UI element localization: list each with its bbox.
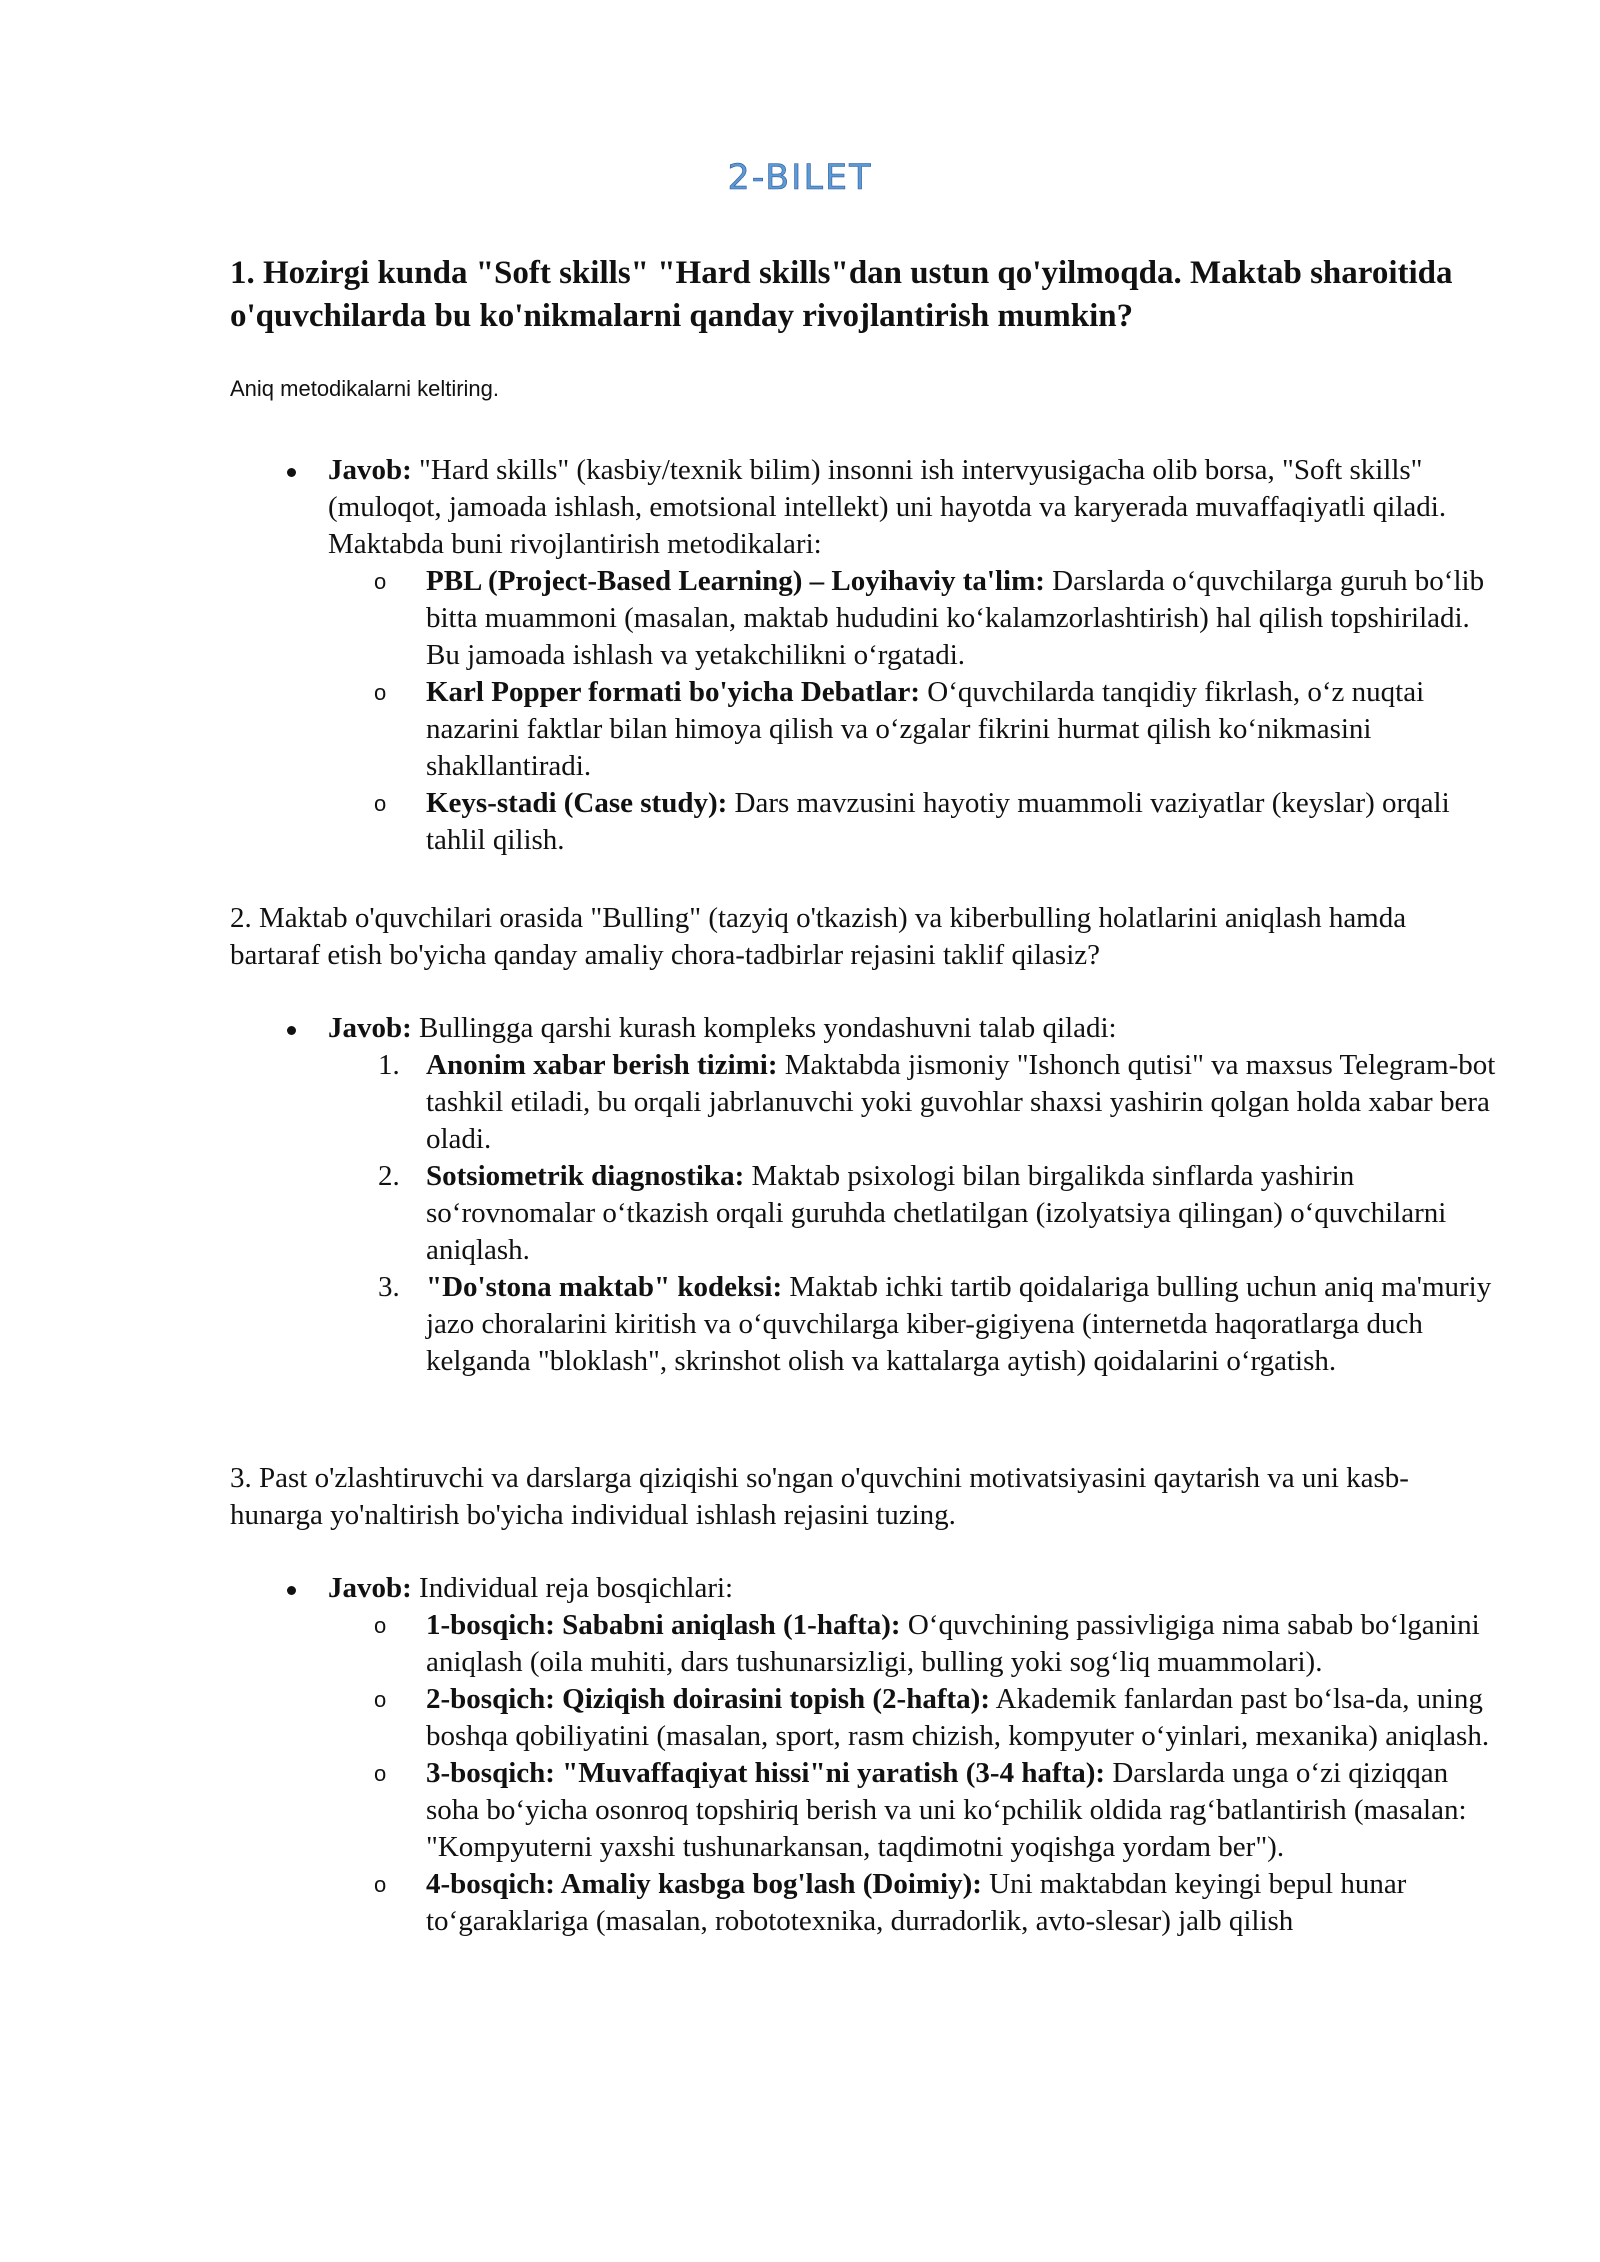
circle-bullet-icon: o <box>374 1872 387 1897</box>
circle-bullet-icon: o <box>374 680 387 705</box>
answer-text: Individual reja bosqichlari: <box>411 1572 734 1604</box>
question-3: 3. Past o'zlashtiruvchi va darslarga qiziqishi so'ngan o'quvchini motivatsiyasini qaytarish va uni kasb-hunarga yo'naltirish bo'yicha individual ishlash rejasini tuzing. <box>230 1462 1409 1531</box>
circle-bullet-icon: o <box>374 569 387 594</box>
circle-bullet-icon: o <box>374 1761 387 1786</box>
answer-1-list <box>230 563 1500 859</box>
list-item-title: "Do'stona maktab" kodeksi: <box>426 1271 783 1303</box>
answer-1-block <box>230 452 1500 859</box>
question-1-subtitle: Aniq metodikalarni keltiring. <box>230 376 500 401</box>
list-item-text: Akademik fanlardan past bo‘lsa-da, uning boshqa qobiliyatini (masalan, sport, rasm chizish, kompyuter o‘yinlari, mexanika) aniqlash. <box>426 1683 1490 1752</box>
list-item-title: 3-bosqich: "Muvaffaqiyat hissi"ni yaratish (3-4 hafta): <box>426 1757 1106 1789</box>
list-item-title: Keys-stadi (Case study): <box>426 787 728 819</box>
list-item <box>230 1047 1500 1158</box>
list-item <box>230 1866 1500 1940</box>
list-number: 2. <box>378 1160 400 1192</box>
list-item <box>230 785 1500 859</box>
circle-bullet-icon: o <box>374 791 387 816</box>
list-item <box>230 1607 1500 1681</box>
list-item-title: PBL (Project-Based Learning) – Loyihaviy ta'lim: <box>426 565 1045 597</box>
circle-bullet-icon: o <box>374 1687 387 1712</box>
list-item-title: Karl Popper formati bo'yicha Debatlar: <box>426 676 921 708</box>
answer-3-block <box>230 1570 1500 1940</box>
answer-label: Javob: <box>328 1572 412 1604</box>
circle-bullet-icon: o <box>374 1613 387 1638</box>
list-number: 3. <box>378 1271 400 1303</box>
list-item-text: Maktabda jismoniy "Ishonch qutisi" va maxsus Telegram-bot tashkil etiladi, bu orqali jabrlanuvchi yoki guvohlar shaxsi yashirin qolgan holda xabar bera oladi. <box>426 1049 1496 1155</box>
list-item-text: Maktab ichki tartib qoidalariga bulling uchun aniq ma'muriy jazo choralarini kiritish va o‘quvchilarga kiber-gigiyena (internetda haqoratlarga duch kelganda "bloklash", skrinshot olish va kattalarga aytish) qoidalarini o‘rgatish. <box>426 1271 1492 1377</box>
list-item <box>230 1269 1500 1380</box>
answer-2-block <box>230 1010 1500 1380</box>
list-item <box>230 563 1500 674</box>
bullet-icon <box>287 468 296 477</box>
answer-label: Javob: <box>328 1012 412 1044</box>
list-item-text: Uni maktabdan keyingi bepul hunar to‘garaklariga (masalan, robototexnika, durradorlik, avto-slesar) jalb qilish <box>426 1868 1407 1937</box>
answer-3-list <box>230 1607 1500 1940</box>
list-item <box>230 1681 1500 1755</box>
list-item-title: 2-bosqich: Qiziqish doirasini topish (2-hafta): <box>426 1683 990 1715</box>
list-item-title: Sotsiometrik diagnostika: <box>426 1160 745 1192</box>
list-item-text: Darslarda unga o‘zi qiziqqan soha bo‘yicha osonroq topshiriq berish va uni ko‘pchilik oldida rag‘batlantirish (masalan: "Kompyuterni yaxshi tushunarkansan, taqdimotni yoqishga yordam ber"). <box>426 1757 1467 1863</box>
list-item-title: 4-bosqich: Amaliy kasbga bog'lash (Doimiy): <box>426 1868 982 1900</box>
answer-text: Bullingga qarshi kurash kompleks yondashuvni talab qiladi: <box>411 1012 1117 1044</box>
answer-1 <box>230 452 1500 563</box>
question-2: 2. Maktab o'quvchilari orasida "Bulling" (tazyiq o'tkazish) va kiberbulling holatlarini aniqlash hamda bartaraf etish bo'yicha qanday amaliy chora-tadbirlar rejasini taklif qilasiz? <box>230 902 1407 971</box>
list-item-text: Maktab psixologi bilan birgalikda sinflarda yashirin so‘rovnomalar o‘tkazish orqali guruhda chetlatilgan (izolyatsiya qilingan) o‘quvchilarni aniqlash. <box>426 1160 1447 1266</box>
list-item-title: 1-bosqich: Sababni aniqlash (1-hafta): <box>426 1609 901 1641</box>
answer-label: Javob: <box>328 454 412 486</box>
answer-2-list <box>230 1047 1500 1380</box>
list-item <box>230 1158 1500 1269</box>
question-1: 1. Hozirgi kunda "Soft skills" "Hard skills"dan ustun qo'yilmoqda. Maktab sharoitida o'quvchilarda bu ko'nikmalarni qanday rivojlantirish mumkin? <box>230 255 1453 334</box>
answer-3 <box>230 1570 1500 1607</box>
page-title: 2-BILET <box>727 158 873 198</box>
bullet-icon <box>287 1586 296 1595</box>
list-item-text: Darslarda o‘quvchilarga guruh bo‘lib bitta muammoni (masalan, maktab hududini ko‘kalamzorlashtirish) hal qilish topshiriladi. Bu jamoada ishlash va yetakchilikni o‘rgatadi. <box>426 565 1485 671</box>
answer-2 <box>230 1010 1500 1047</box>
list-item-text: O‘quvchilarda tanqidiy fikrlash, o‘z nuqtai nazarini faktlar bilan himoya qilish va o‘zgalar fikrini hurmat qilish ko‘nikmasini shakllantiradi. <box>426 676 1425 782</box>
list-number: 1. <box>378 1049 400 1081</box>
list-item <box>230 674 1500 785</box>
bullet-icon <box>287 1026 296 1035</box>
list-item <box>230 1755 1500 1866</box>
list-item-text: O‘quvchining passivligiga nima sabab bo‘lganini aniqlash (oila muhiti, dars tushunarsizligi, bulling yoki sog‘liq muammolari). <box>426 1609 1480 1678</box>
answer-text: "Hard skills" (kasbiy/texnik bilim) insonni ish intervyusigacha olib borsa, "Soft skills" (muloqot, jamoada ishlash, emotsional intellekt) uni hayotda va karyerada muvaffaqiyatli qiladi. Maktabda buni rivojlantirish metodikalari: <box>328 454 1447 560</box>
list-item-title: Anonim xabar berish tizimi: <box>426 1049 778 1081</box>
list-item-text: Dars mavzusini hayotiy muammoli vaziyatlar (keyslar) orqali tahlil qilish. <box>426 787 1450 856</box>
